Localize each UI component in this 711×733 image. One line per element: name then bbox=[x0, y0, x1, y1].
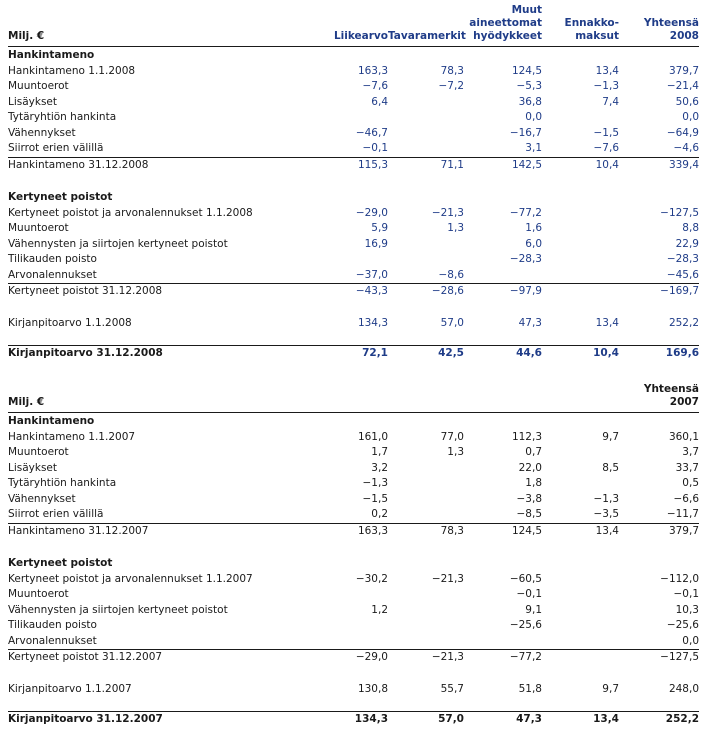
row-label: Siirrot erien välillä bbox=[8, 142, 104, 154]
cell-value bbox=[308, 252, 388, 268]
cell-value: 169,6 bbox=[619, 346, 699, 362]
cell-value bbox=[388, 507, 464, 523]
cell-value: 252,2 bbox=[668, 316, 699, 329]
cell-value bbox=[619, 413, 699, 430]
cell-value: −0,1 bbox=[516, 588, 542, 600]
row-label: Kirjanpitoarvo 31.12.2007 bbox=[8, 712, 308, 728]
cell-value: −21,3 bbox=[431, 572, 464, 585]
cell-value bbox=[542, 268, 619, 284]
cell-value: 124,5 bbox=[511, 64, 542, 77]
row-label: Siirrot erien välillä bbox=[8, 508, 104, 520]
cell-value: −6,6 bbox=[673, 492, 699, 505]
cell-value bbox=[542, 206, 619, 222]
table-row bbox=[8, 316, 699, 332]
spacer-row bbox=[8, 331, 699, 346]
cell-value: 78,3 bbox=[440, 64, 464, 77]
row-label: Muuntoerot bbox=[8, 446, 69, 458]
cell-value: 134,3 bbox=[357, 316, 388, 329]
cell-value: 33,7 bbox=[675, 461, 699, 474]
table-row bbox=[8, 507, 699, 523]
cell-value bbox=[388, 634, 464, 650]
cell-value: −11,7 bbox=[666, 508, 699, 520]
spacer-row bbox=[8, 300, 699, 316]
intangible-assets-table-2008 bbox=[8, 4, 699, 362]
table-row bbox=[8, 237, 699, 253]
row-label: Muuntoerot bbox=[8, 80, 69, 92]
section-heading-row bbox=[8, 47, 699, 64]
cell-value bbox=[542, 237, 619, 253]
cell-value: 1,6 bbox=[525, 222, 542, 234]
cell-value bbox=[542, 634, 619, 650]
cell-value bbox=[388, 189, 464, 206]
col-header-trademarks: Tavaramerkit bbox=[388, 4, 464, 47]
cell-value: 360,1 bbox=[668, 430, 699, 443]
cell-value: 0,0 bbox=[682, 634, 699, 647]
cell-value bbox=[308, 413, 388, 430]
cell-value: 1,7 bbox=[371, 446, 388, 458]
cell-value bbox=[308, 555, 388, 572]
cell-value bbox=[542, 555, 619, 572]
cell-value: 6,0 bbox=[525, 237, 542, 250]
cell-value: 1,3 bbox=[447, 446, 464, 458]
final-total-row bbox=[8, 346, 699, 362]
cell-value: 161,0 bbox=[357, 430, 388, 443]
cell-value: −43,3 bbox=[308, 284, 388, 300]
cell-value: 339,4 bbox=[619, 157, 699, 173]
cell-value: 13,4 bbox=[595, 316, 619, 329]
unit-label: Milj. € bbox=[8, 4, 308, 47]
row-label: Kertyneet poistot ja arvonalennukset 1.1.2008 bbox=[8, 206, 253, 219]
final-total-row bbox=[8, 712, 699, 728]
cell-value bbox=[464, 634, 542, 650]
cell-value: −7,6 bbox=[362, 80, 388, 92]
row-label: Kertyneet poistot 31.12.2007 bbox=[8, 650, 308, 666]
cell-value: 47,3 bbox=[518, 316, 542, 329]
cell-value: 16,9 bbox=[364, 237, 388, 250]
table-row bbox=[8, 95, 699, 111]
row-label: Muuntoerot bbox=[8, 222, 69, 234]
cell-value: 13,4 bbox=[542, 523, 619, 539]
row-label: Hankintameno 1.1.2007 bbox=[8, 430, 136, 443]
cell-value bbox=[388, 126, 464, 142]
table-row bbox=[8, 461, 699, 477]
section-heading-row bbox=[8, 413, 699, 430]
cell-value bbox=[542, 189, 619, 206]
row-label: Tytäryhtiön hankinta bbox=[8, 477, 117, 489]
cell-value: −37,0 bbox=[355, 268, 388, 281]
cell-value: 1,2 bbox=[371, 603, 388, 616]
table-row bbox=[8, 126, 699, 142]
cell-value: −29,0 bbox=[355, 206, 388, 219]
row-label: Muuntoerot bbox=[8, 588, 69, 600]
cell-value: −64,9 bbox=[666, 126, 699, 139]
table-row bbox=[8, 492, 699, 508]
cell-value: −30,2 bbox=[355, 572, 388, 585]
table-row bbox=[8, 682, 699, 698]
cell-value: −16,7 bbox=[509, 126, 542, 139]
cell-value: −0,1 bbox=[362, 142, 388, 154]
cell-value bbox=[388, 141, 464, 157]
cell-value bbox=[388, 95, 464, 111]
cell-value: 72,1 bbox=[308, 346, 388, 362]
cell-value: 6,4 bbox=[371, 95, 388, 108]
cell-value: 134,3 bbox=[308, 712, 388, 728]
row-label: Kirjanpitoarvo 1.1.2007 bbox=[8, 682, 132, 695]
cell-value: −127,5 bbox=[619, 650, 699, 666]
table-row bbox=[8, 110, 699, 126]
cell-value: 10,4 bbox=[542, 346, 619, 362]
table-row bbox=[8, 141, 699, 157]
cell-value: −25,6 bbox=[666, 619, 699, 631]
row-label: Hankintameno bbox=[8, 415, 95, 427]
cell-value bbox=[308, 189, 388, 206]
cell-value: 3,7 bbox=[682, 446, 699, 458]
cell-value: −1,3 bbox=[362, 477, 388, 489]
cell-value: 112,3 bbox=[511, 430, 542, 443]
cell-value: 57,0 bbox=[388, 712, 464, 728]
col-header-goodwill: Liikearvo bbox=[308, 4, 388, 47]
cell-value bbox=[388, 237, 464, 253]
cell-value bbox=[308, 47, 388, 64]
row-label: Tilikauden poisto bbox=[8, 253, 97, 265]
cell-value bbox=[464, 47, 542, 64]
cell-value: −127,5 bbox=[660, 206, 699, 219]
cell-value: 9,7 bbox=[602, 682, 619, 695]
cell-value: −5,3 bbox=[516, 80, 542, 92]
cell-value: 142,5 bbox=[464, 157, 542, 173]
row-label: Kertyneet poistot bbox=[8, 557, 113, 569]
spacer-row bbox=[8, 697, 699, 712]
cell-value: 78,3 bbox=[388, 523, 464, 539]
cell-value: 0,5 bbox=[682, 477, 699, 489]
subtotal-row bbox=[8, 284, 699, 300]
cell-value: 71,1 bbox=[388, 157, 464, 173]
spacer-row bbox=[8, 173, 699, 189]
cell-value bbox=[542, 587, 619, 603]
cell-value bbox=[619, 555, 699, 572]
row-label: Kertyneet poistot 31.12.2008 bbox=[8, 284, 308, 300]
cell-value bbox=[308, 634, 388, 650]
cell-value: 10,3 bbox=[675, 603, 699, 616]
table-row bbox=[8, 221, 699, 237]
col-header-other-intangibles: Muut aineettomat hyödykkeet bbox=[464, 4, 542, 47]
cell-value: 8,5 bbox=[602, 461, 619, 474]
cell-value: 0,0 bbox=[682, 111, 699, 123]
cell-value: −77,2 bbox=[509, 206, 542, 219]
cell-value: 1,3 bbox=[447, 222, 464, 234]
cell-value bbox=[542, 603, 619, 619]
cell-value: −45,6 bbox=[666, 268, 699, 281]
spacer-row bbox=[8, 666, 699, 682]
cell-value: 379,7 bbox=[668, 64, 699, 77]
cell-value bbox=[542, 413, 619, 430]
cell-value bbox=[464, 268, 542, 284]
row-label: Hankintameno bbox=[8, 49, 95, 61]
cell-value bbox=[308, 618, 388, 634]
cell-value bbox=[464, 555, 542, 572]
row-label: Arvonalennukset bbox=[8, 634, 97, 647]
cell-value: 57,0 bbox=[440, 316, 464, 329]
cell-value bbox=[388, 413, 464, 430]
cell-value: −21,4 bbox=[666, 80, 699, 92]
table-row bbox=[8, 572, 699, 588]
row-label: Vähennykset bbox=[8, 126, 76, 139]
cell-value: −77,2 bbox=[464, 650, 542, 666]
cell-value: 44,6 bbox=[464, 346, 542, 362]
section-heading-row bbox=[8, 189, 699, 206]
table-row bbox=[8, 79, 699, 95]
cell-value: 22,9 bbox=[675, 237, 699, 250]
cell-value: 0,7 bbox=[525, 446, 542, 458]
cell-value: −25,6 bbox=[509, 619, 542, 631]
cell-value bbox=[464, 413, 542, 430]
table-row bbox=[8, 587, 699, 603]
section-heading-row bbox=[8, 555, 699, 572]
cell-value bbox=[388, 603, 464, 619]
cell-value: 1,8 bbox=[525, 477, 542, 489]
row-label: Hankintameno 31.12.2008 bbox=[8, 157, 308, 173]
cell-value bbox=[542, 284, 619, 300]
cell-value: 252,2 bbox=[619, 712, 699, 728]
cell-value bbox=[388, 476, 464, 492]
cell-value bbox=[542, 650, 619, 666]
row-label: Kirjanpitoarvo 1.1.2008 bbox=[8, 316, 132, 329]
cell-value: −21,3 bbox=[431, 206, 464, 219]
row-label: Hankintameno 1.1.2008 bbox=[8, 64, 136, 77]
table-row bbox=[8, 603, 699, 619]
cell-value bbox=[388, 555, 464, 572]
row-label: Vähennysten ja siirtojen kertyneet poistot bbox=[8, 603, 228, 616]
cell-value bbox=[619, 47, 699, 64]
cell-value: −7,2 bbox=[438, 80, 464, 92]
spacer-row bbox=[8, 539, 699, 555]
table-row bbox=[8, 618, 699, 634]
table-row bbox=[8, 634, 699, 650]
cell-value: 9,7 bbox=[602, 430, 619, 443]
cell-value bbox=[619, 189, 699, 206]
table-row bbox=[8, 252, 699, 268]
table-row bbox=[8, 64, 699, 80]
cell-value bbox=[542, 476, 619, 492]
cell-value: 248,0 bbox=[668, 682, 699, 695]
cell-value: 124,5 bbox=[464, 523, 542, 539]
cell-value bbox=[388, 587, 464, 603]
col-header-advance-payments: Ennakko- maksut bbox=[542, 4, 619, 47]
cell-value bbox=[388, 47, 464, 64]
cell-value bbox=[388, 461, 464, 477]
subtotal-row bbox=[8, 650, 699, 666]
cell-value: 8,8 bbox=[682, 222, 699, 234]
row-label: Arvonalennukset bbox=[8, 268, 97, 281]
unit-label: Milj. € bbox=[8, 383, 308, 413]
cell-value bbox=[388, 618, 464, 634]
cell-value: −28,3 bbox=[509, 253, 542, 265]
cell-value: −28,6 bbox=[388, 284, 464, 300]
cell-value: −3,5 bbox=[593, 508, 619, 520]
cell-value: 13,4 bbox=[542, 712, 619, 728]
cell-value: 0,0 bbox=[525, 111, 542, 123]
cell-value: 163,3 bbox=[308, 523, 388, 539]
table-row bbox=[8, 445, 699, 461]
row-label: Vähennykset bbox=[8, 492, 76, 505]
cell-value: 379,7 bbox=[619, 523, 699, 539]
row-label: Tilikauden poisto bbox=[8, 619, 97, 631]
cell-value bbox=[542, 445, 619, 461]
cell-value bbox=[542, 110, 619, 126]
row-label: Lisäykset bbox=[8, 95, 58, 108]
cell-value: 3,2 bbox=[371, 461, 388, 474]
row-label: Kirjanpitoarvo 31.12.2008 bbox=[8, 346, 308, 362]
cell-value bbox=[542, 572, 619, 588]
cell-value: −7,6 bbox=[593, 142, 619, 154]
row-label: Kertyneet poistot bbox=[8, 191, 113, 203]
cell-value: 163,3 bbox=[357, 64, 388, 77]
cell-value: −8,5 bbox=[516, 508, 542, 520]
cell-value: −1,5 bbox=[362, 492, 388, 505]
cell-value bbox=[542, 252, 619, 268]
subtotal-row bbox=[8, 523, 699, 539]
cell-value: −60,5 bbox=[509, 572, 542, 585]
table-row bbox=[8, 430, 699, 446]
cell-value: −8,6 bbox=[438, 268, 464, 281]
cell-value: −4,6 bbox=[673, 142, 699, 154]
cell-value: 50,6 bbox=[675, 95, 699, 108]
cell-value: 13,4 bbox=[595, 64, 619, 77]
cell-value bbox=[388, 252, 464, 268]
intangible-assets-table-2007 bbox=[8, 383, 699, 728]
row-label: Kertyneet poistot ja arvonalennukset 1.1.2007 bbox=[8, 572, 253, 585]
cell-value: 7,4 bbox=[602, 95, 619, 108]
cell-value: 36,8 bbox=[518, 95, 542, 108]
cell-value: −1,3 bbox=[593, 80, 619, 92]
cell-value: −1,5 bbox=[593, 126, 619, 139]
row-label: Hankintameno 31.12.2007 bbox=[8, 523, 308, 539]
cell-value: −112,0 bbox=[660, 572, 699, 585]
cell-value: −3,8 bbox=[516, 492, 542, 505]
cell-value: −97,9 bbox=[464, 284, 542, 300]
cell-value: 55,7 bbox=[440, 682, 464, 695]
cell-value: 9,1 bbox=[525, 603, 542, 616]
cell-value: 5,9 bbox=[371, 222, 388, 234]
cell-value: −29,0 bbox=[308, 650, 388, 666]
cell-value bbox=[464, 189, 542, 206]
col-header-total: Yhteensä 2007 bbox=[619, 383, 699, 413]
cell-value: 77,0 bbox=[440, 430, 464, 443]
table-header bbox=[8, 383, 699, 413]
cell-value: 3,1 bbox=[525, 142, 542, 154]
cell-value bbox=[388, 492, 464, 508]
row-label: Tytäryhtiön hankinta bbox=[8, 111, 117, 123]
cell-value: −46,7 bbox=[355, 126, 388, 139]
cell-value: −169,7 bbox=[619, 284, 699, 300]
table-row bbox=[8, 268, 699, 284]
cell-value: 47,3 bbox=[464, 712, 542, 728]
cell-value bbox=[308, 587, 388, 603]
row-label: Vähennysten ja siirtojen kertyneet poistot bbox=[8, 237, 228, 250]
subtotal-row bbox=[8, 157, 699, 173]
cell-value: 10,4 bbox=[542, 157, 619, 173]
cell-value bbox=[542, 221, 619, 237]
cell-value: 130,8 bbox=[357, 682, 388, 695]
cell-value bbox=[542, 47, 619, 64]
table-row bbox=[8, 206, 699, 222]
cell-value bbox=[388, 110, 464, 126]
cell-value bbox=[542, 618, 619, 634]
cell-value: −21,3 bbox=[388, 650, 464, 666]
cell-value: −1,3 bbox=[593, 492, 619, 505]
cell-value: 22,0 bbox=[518, 461, 542, 474]
col-header-total: Yhteensä 2008 bbox=[619, 4, 699, 47]
cell-value: −28,3 bbox=[666, 253, 699, 265]
cell-value: 0,2 bbox=[371, 508, 388, 520]
cell-value: 115,3 bbox=[308, 157, 388, 173]
cell-value: 51,8 bbox=[518, 682, 542, 695]
cell-value: 42,5 bbox=[388, 346, 464, 362]
cell-value: −0,1 bbox=[673, 588, 699, 600]
cell-value bbox=[308, 110, 388, 126]
table-row bbox=[8, 476, 699, 492]
table-header bbox=[8, 4, 699, 47]
row-label: Lisäykset bbox=[8, 461, 58, 474]
